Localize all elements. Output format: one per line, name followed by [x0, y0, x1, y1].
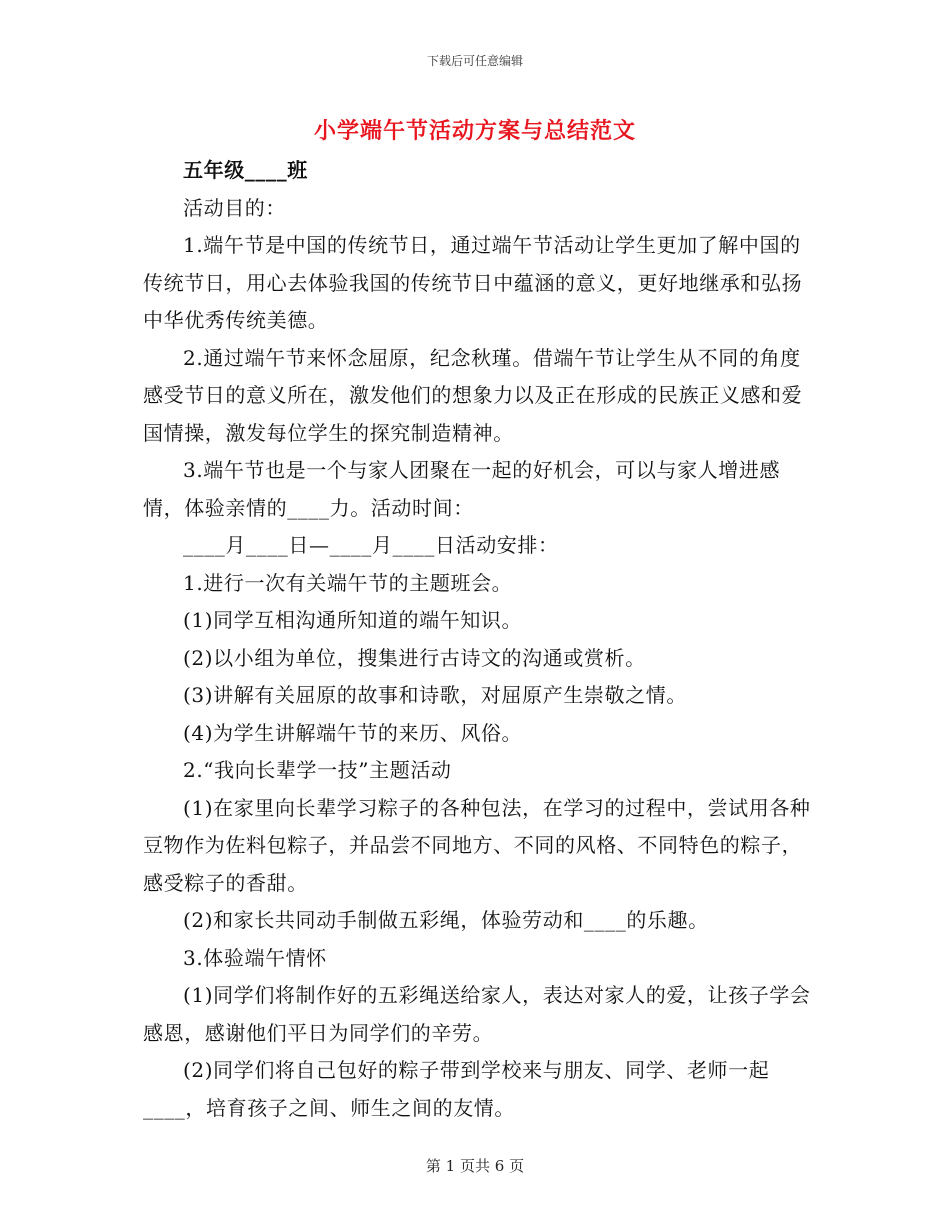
page-footer-number: 第 1 页共 6 页 — [425, 1157, 525, 1175]
activity-1-sub-2: (2)以小组为单位，搜集进行古诗文的沟通或赏析。 — [183, 645, 646, 670]
activity-3-heading: 3.体验端午情怀 — [183, 945, 327, 970]
section-heading-purpose: 活动目的： — [183, 195, 286, 220]
purpose-item-1: 1.端午节是中国的传统节日，通过端午节活动让学生更加了解中国的传统节日，用心去体验我国的传统节日中蕴涵的意义，更好地继承和弘扬中华优秀传统美德。 — [143, 233, 803, 332]
activity-2-sub-1: (1)在家里向长辈学习粽子的各种包法，在学习的过程中，尝试用各种豆物作为佐料包粽子，并品尝不同地方、不同的风格、不同特色的粽子，感受粽子的香甜。 — [143, 795, 811, 895]
activity-2-sub-2: (2)和家长共同动手制做五彩绳，体验劳动和____的乐趣。 — [183, 908, 709, 932]
document-body — [143, 152, 811, 1127]
activity-2-heading: 2.“我向长辈学一技”主题活动 — [183, 758, 452, 782]
page-header-note: 下载后可任意编辑 — [426, 54, 523, 68]
document-title: 小学端午节活动方案与总结范文 — [313, 118, 636, 144]
activity-1-sub-3: (3)讲解有关屈原的故事和诗歌，对屈原产生崇敬之情。 — [183, 683, 687, 707]
activity-3-sub-1: (1)同学们将制作好的五彩绳送给家人，表达对家人的爱，让孩子学会感恩，感谢他们平日为同学们的辛劳。 — [143, 983, 811, 1045]
activity-1-sub-4: (4)为学生讲解端午节的来历、风俗。 — [183, 720, 523, 745]
purpose-item-3: 3.端午节也是一个与家人团聚在一起的好机会，可以与家人增进感情，体验亲情的____力。活动时间： — [143, 458, 781, 520]
activity-1-sub-1: (1)同学互相沟通所知道的端午知识。 — [183, 608, 523, 632]
class-line: 五年级____班 — [183, 158, 308, 182]
purpose-item-2: 2.通过端午节来怀念屈原，纪念秋瑾。借端午节让学生从不同的角度感受节日的意义所在，激发他们的想象力以及正在形成的民族正义感和爱国情操，激发每位学生的探究制造精神。 — [143, 345, 803, 445]
activity-3-sub-2: (2)同学们将自己包好的粽子带到学校来与朋友、同学、老师一起____，培育孩子之间、师生之间的友情。 — [143, 1058, 770, 1120]
activity-1-heading: 1.进行一次有关端午节的主题班会。 — [183, 570, 513, 595]
schedule-line: ____月____日—____月____日活动安排： — [183, 533, 559, 557]
